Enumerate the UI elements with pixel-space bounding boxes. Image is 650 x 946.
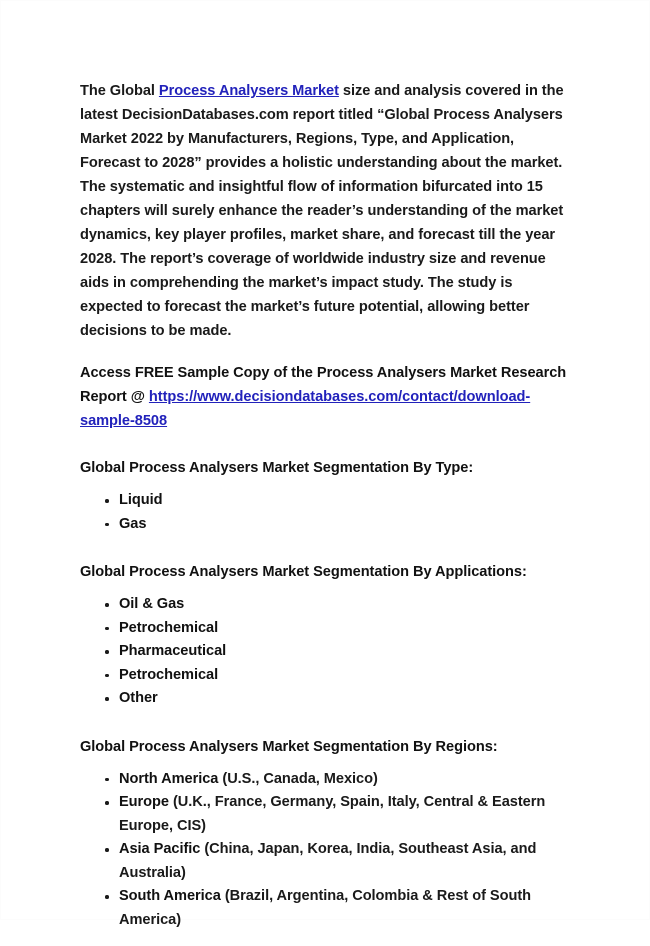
list-item xyxy=(80,664,575,688)
list-item-name: Petrochemical xyxy=(119,666,219,683)
segmentation-by-applications-list xyxy=(80,593,575,711)
list-item xyxy=(80,791,575,838)
access-sample-paragraph xyxy=(80,361,575,433)
list-item-name: Oil & Gas xyxy=(119,596,185,612)
intro-paragraph xyxy=(80,79,575,343)
list-item xyxy=(80,489,575,513)
list-item-name: Pharmaceutical xyxy=(119,643,227,659)
list-item-detail: (Brazil, Argentina, Colombia & Rest of South America) xyxy=(119,888,531,928)
spacer xyxy=(80,446,575,456)
list-item-name: Petrochemical xyxy=(119,619,219,636)
list-item-name: Asia Pacific xyxy=(119,841,201,857)
list-item xyxy=(80,687,575,711)
list-item xyxy=(80,617,575,641)
intro-before-link: The Global xyxy=(80,83,159,99)
list-item-detail: (U.K., France, Germany, Spain, Italy, Central & Eastern Europe, CIS) xyxy=(119,794,546,834)
list-item xyxy=(80,768,575,792)
document-content xyxy=(80,79,575,946)
segmentation-by-regions-list xyxy=(80,768,575,933)
segmentation-by-regions-heading: Global Process Analysers Market Segmentation By Regions: xyxy=(80,738,498,755)
list-item-name: Other xyxy=(119,690,158,706)
intro-after-link: size and analysis covered in the latest DecisionDatabases.com report titled “Global Process Analysers Market 2022 by Manufacturers, Regions, Type, and Application, Forecast to 2028” provides a holistic understanding about the market. The systematic and insightful flow of information bifurcated into 15 chapters will surely enhance the reader’s understanding of the market dynamics, key player profiles, market share, and forecast till the year 2028. The report’s coverage of worldwide industry size and revenue aids in comprehending the market’s impact study. The study is expected to forecast the market’s future potential, allowing better decisions to be made. xyxy=(80,83,564,339)
list-item xyxy=(80,513,575,537)
download-sample-link[interactable]: https://www.decisiondatabases.com/contact/download-sample-8508 xyxy=(80,389,531,429)
list-item-name: South America xyxy=(119,888,221,904)
spacer xyxy=(80,725,575,735)
list-item xyxy=(80,838,575,885)
list-item xyxy=(80,885,575,932)
list-item xyxy=(80,640,575,664)
process-analysers-market-link[interactable]: Process Analysers Market xyxy=(158,83,339,99)
list-item-detail: (U.S., Canada, Mexico) xyxy=(218,770,378,787)
spacer xyxy=(80,550,575,560)
list-item-name: Liquid xyxy=(119,492,163,508)
list-item xyxy=(80,593,575,617)
list-item-detail: (China, Japan, Korea, India, Southeast Asia, and Australia) xyxy=(119,841,537,881)
list-item-name: Gas xyxy=(119,515,147,532)
segmentation-by-type-list xyxy=(80,489,575,536)
list-item-name: Europe xyxy=(119,794,169,810)
segmentation-by-applications-heading: Global Process Analysers Market Segmentation By Applications: xyxy=(80,564,527,580)
access-sample-label: Access FREE Sample Copy of the Process Analysers Market Research Report @ xyxy=(80,365,567,405)
list-item-name: North America xyxy=(119,770,219,787)
segmentation-by-type-heading: Global Process Analysers Market Segmentation By Type: xyxy=(80,460,474,476)
